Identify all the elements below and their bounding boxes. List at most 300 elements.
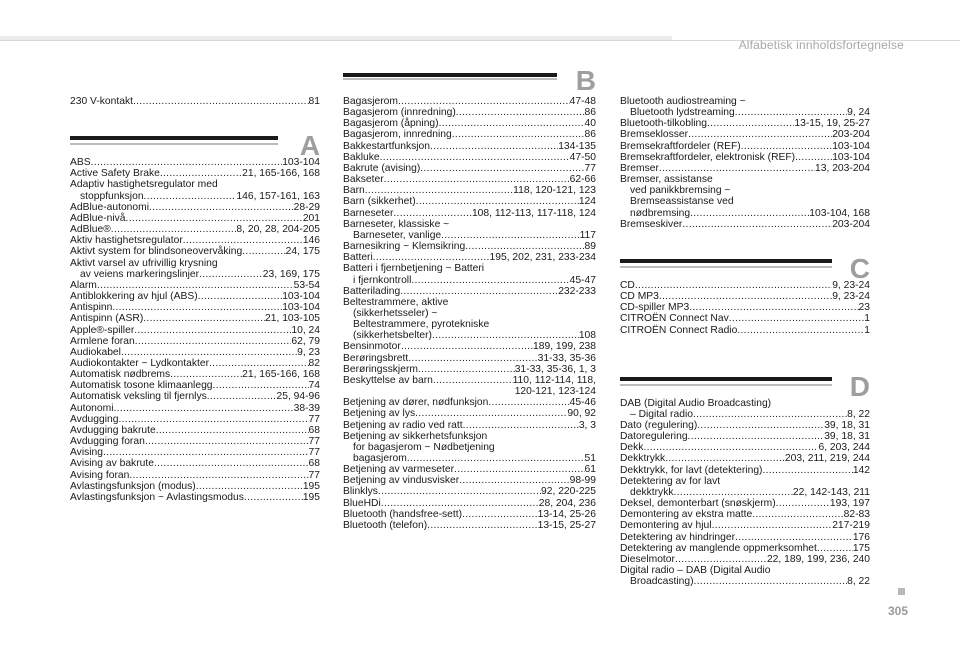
index-entry: [620, 141, 870, 152]
index-entry: [620, 313, 870, 324]
index-entry-text: Bremser, assistanse: [620, 174, 713, 186]
dot-leader: [659, 163, 815, 174]
entry-term: Antispinn: [70, 302, 113, 314]
entry-pages: 77: [308, 436, 320, 448]
dot-leader: [454, 464, 584, 475]
dot-leader: [126, 213, 303, 224]
entry-pages: 45-46: [569, 397, 596, 409]
entry-term: Barneseter, vanlige: [353, 229, 442, 241]
index-entry-text: Bluetooth audiostreaming ~: [620, 96, 746, 107]
entry-pages: 110, 112-114, 118,: [512, 374, 596, 386]
entry-pages: 98-99: [569, 475, 596, 487]
entry-pages: 68: [308, 458, 320, 470]
entry-pages: 189, 199, 238: [533, 341, 596, 353]
index-entry: [70, 369, 320, 380]
entry-pages: 118, 120-121, 123: [513, 185, 596, 197]
dot-leader: [452, 129, 585, 140]
index-entry: [70, 358, 320, 369]
index-entry: [343, 275, 596, 286]
entry-pages: 9, 23-24: [832, 291, 870, 303]
dot-leader: [244, 492, 303, 503]
entry-pages: 176: [852, 531, 870, 543]
entry-pages: 193, 197: [829, 498, 870, 510]
index-entry: [70, 96, 320, 107]
dot-leader: [114, 403, 294, 414]
entry-pages: 86: [584, 107, 596, 119]
entry-pages: 31-33, 35-36: [537, 352, 596, 364]
entry-pages: 195: [302, 491, 320, 503]
entry-term: Barn (sikkerhet): [343, 196, 416, 208]
entry-pages: 8, 20, 28, 204-205: [236, 224, 320, 236]
entry-term: Automatisk tosone klimaanlegg: [70, 380, 213, 392]
index-entry: [343, 464, 596, 475]
entry-pages: 77: [584, 162, 596, 174]
dot-leader: [694, 576, 848, 587]
entry-term: Dieselmotor: [620, 553, 675, 565]
entry-term: Aktiv hastighetsregulator: [70, 235, 183, 247]
dot-leader: [411, 275, 569, 286]
dot-leader: [752, 509, 843, 520]
index-entry: [70, 269, 320, 280]
index-entry: [620, 554, 870, 565]
index-entry: [343, 129, 596, 140]
index-entry: [343, 486, 596, 497]
entry-pages: 23: [858, 302, 870, 314]
entry-pages: 108: [578, 330, 596, 342]
entry-term: Bluetooth (telefon): [343, 519, 428, 531]
index-entry: [620, 509, 870, 520]
entry-pages: 232-233: [558, 285, 596, 297]
entry-term: Bagasjerom, innredning: [343, 129, 452, 141]
dot-leader: [160, 168, 242, 179]
entry-pages: 8, 22: [847, 408, 870, 420]
entry-pages: 117: [579, 229, 596, 241]
entry-term: Bremseskiver: [620, 218, 683, 230]
entry-pages: 39, 18, 31: [824, 419, 870, 431]
entry-term: Detektering av manglende oppmerksomhet: [620, 542, 817, 554]
entry-term: 230 V-kontakt: [70, 96, 133, 107]
index-entry: [620, 129, 870, 140]
entry-pages: 134-135: [558, 140, 596, 152]
index-entry: [343, 185, 596, 196]
dot-leader: [688, 129, 832, 140]
index-entry: [70, 168, 320, 179]
entry-term: Avdugging: [70, 413, 119, 425]
entry-pages: 10, 24: [291, 324, 320, 336]
entry-term: Betjening av varmeseter: [343, 464, 455, 476]
index-entry: [70, 191, 320, 202]
index-entry: [620, 431, 870, 442]
entry-pages: 103-104: [832, 151, 870, 163]
index-entry: [70, 425, 320, 436]
entry-term: nødbremsing: [630, 207, 691, 219]
index-entry: [620, 291, 870, 302]
index-entry-text: Batteri i fjernbetjening ~ Batteri: [343, 263, 485, 275]
entry-pages: 13-15, 25-27: [537, 519, 596, 531]
dot-leader: [156, 425, 309, 436]
index-entry: [70, 235, 320, 246]
entry-pages: 175: [852, 542, 870, 554]
dot-leader: [381, 498, 539, 509]
dot-leader: [439, 118, 585, 129]
entry-pages: 40: [584, 118, 596, 130]
entry-pages: 86: [584, 129, 596, 141]
index-column-2: [343, 96, 596, 531]
dot-leader: [776, 498, 830, 509]
index-entry: [343, 453, 596, 464]
entry-pages: 1: [864, 313, 870, 325]
entry-term: CD-spiller MP3: [620, 302, 690, 314]
index-entry: [343, 141, 596, 152]
entry-pages: 62, 79: [291, 335, 320, 347]
dot-leader: [459, 475, 569, 486]
entry-pages: 74: [308, 380, 320, 392]
index-entry: [620, 280, 870, 291]
entry-term: Alarm: [70, 279, 97, 291]
entry-pages: 22, 142-143, 211: [792, 486, 870, 498]
entry-term: Bremsekraftfordeler, elektronisk (REF): [620, 151, 796, 163]
index-entry: [343, 520, 596, 531]
dot-leader: [196, 481, 303, 492]
index-entry: [620, 532, 870, 543]
entry-term: BlueHDi: [343, 497, 381, 509]
entry-pages: 13-14, 25-26: [537, 508, 596, 520]
entry-term: Broadcasting): [630, 576, 694, 588]
entry-pages: 6, 203, 244: [818, 442, 870, 454]
entry-term: Betjening av dører, nødfunksjon: [343, 397, 489, 409]
dot-leader: [144, 191, 237, 202]
dot-leader: [103, 447, 309, 458]
entry-term: ABS: [70, 157, 91, 169]
entry-term: Bakrute (avising): [343, 162, 421, 174]
header-band: [0, 0, 960, 40]
dot-leader: [183, 235, 303, 246]
dot-leader: [134, 325, 291, 336]
dot-leader: [384, 174, 570, 185]
index-entry: [70, 336, 320, 347]
entry-term: (sikkerhetsbelter): [353, 330, 432, 342]
dot-leader: [795, 152, 832, 163]
entry-term: Detektering av hindringer: [620, 531, 736, 543]
entry-term: Berøringsbrett: [343, 352, 409, 364]
dot-leader: [209, 358, 309, 369]
dot-leader: [373, 252, 490, 263]
index-entry: [343, 208, 596, 219]
index-entry: [620, 325, 870, 336]
index-entry: [620, 152, 870, 163]
entry-term: Avlastingsfunksjon (modus): [70, 480, 196, 492]
entry-term: Apple®-spiller: [70, 324, 135, 336]
index-entry: [343, 509, 596, 520]
entry-pages: 90, 92: [567, 408, 596, 420]
dot-leader: [400, 286, 558, 297]
dot-leader: [735, 107, 847, 118]
dot-leader: [665, 453, 785, 464]
dot-leader: [170, 369, 242, 380]
entry-term: Bagasjerom (åpning): [343, 118, 439, 130]
index-entry: [70, 481, 320, 492]
index-entry: [70, 470, 320, 481]
index-entry: [620, 420, 870, 431]
entry-term: Bagasjerom (innredning): [343, 107, 456, 119]
index-entry: [620, 302, 870, 313]
entry-term: i fjernkontroll: [353, 274, 412, 286]
entry-term: Bluetooth-tilkobling: [620, 118, 708, 130]
entry-term: Datoregulering: [620, 431, 688, 443]
entry-pages: 24, 175: [285, 246, 320, 258]
entry-term: CD: [620, 279, 635, 291]
index-entry: [343, 152, 596, 163]
entry-pages: 103-104: [282, 291, 320, 303]
entry-pages: 203, 211, 219, 244: [784, 453, 870, 465]
entry-term: Avdugging bakrute: [70, 424, 156, 436]
entry-pages: 39, 18, 31: [824, 431, 870, 443]
entry-term: Automatisk veksling til fjernlys: [70, 391, 207, 403]
entry-pages: 81: [308, 96, 320, 107]
dot-leader: [380, 152, 570, 163]
entry-term: Barneseter: [343, 207, 394, 219]
entry-pages: 47-48: [569, 96, 596, 107]
index-entry: [70, 202, 320, 213]
entry-term: AdBlue®: [70, 224, 111, 236]
entry-term: Dekktrykk, for lavt (detektering): [620, 464, 763, 476]
dot-leader: [112, 302, 282, 313]
entry-pages: 82-83: [843, 509, 870, 521]
entry-term: Berøringsskjerm: [343, 363, 418, 375]
dot-leader: [118, 414, 308, 425]
index-entry: [620, 442, 870, 453]
entry-pages: 8, 22: [847, 576, 870, 588]
dot-leader: [707, 118, 794, 129]
dot-leader: [365, 185, 513, 196]
index-entry: [343, 107, 596, 118]
dot-leader: [817, 543, 853, 554]
entry-term: stoppfunksjon: [80, 190, 144, 202]
entry-pages: 51: [584, 453, 596, 464]
index-entry: [343, 96, 596, 107]
section-header-c: [620, 236, 870, 284]
entry-term: CITROËN Connect Nav: [620, 313, 729, 325]
entry-pages: 108, 112-113, 117-118, 124: [471, 207, 596, 219]
entry-term: Avlastingsfunksjon ~ Avlastingsmodus: [70, 491, 244, 503]
entry-term: Barnesikring ~ Klemsikring: [343, 241, 466, 253]
entry-pages: 13-15, 19, 25-27: [794, 118, 870, 130]
entry-term: Automatisk nødbrems: [70, 369, 171, 381]
entry-term: Bremser: [620, 162, 659, 174]
entry-pages: 89: [584, 241, 596, 253]
dot-leader: [432, 330, 579, 341]
entry-term: Audiokabel: [70, 346, 121, 358]
dot-leader: [697, 420, 824, 431]
dot-leader: [408, 353, 537, 364]
entry-term: AdBlue-autonomi: [70, 201, 149, 213]
entry-term: Bluetooth lydstreaming: [630, 107, 735, 119]
index-entry: [70, 291, 320, 302]
index-entry: [70, 280, 320, 291]
section-letter-b: B: [575, 65, 596, 96]
entry-term: Dekktrykk: [620, 453, 666, 465]
page-header-title: Alfabetisk innholdsfortegnelse: [738, 38, 904, 52]
section-header-b: [343, 65, 596, 99]
dot-leader: [97, 280, 294, 291]
index-entry-text: Digital radio – DAB (Digital Audio: [620, 565, 771, 576]
page-number: 305: [887, 604, 908, 618]
index-entry: [343, 498, 596, 509]
entry-pages: 1: [864, 324, 870, 336]
index-entry: [70, 246, 320, 257]
index-entry: [343, 364, 596, 375]
entry-term: Betjening av radio ved ratt: [343, 419, 463, 431]
section-letter-a: A: [299, 130, 320, 161]
entry-pages: 68: [308, 424, 320, 436]
index-column-3: [620, 96, 870, 587]
entry-term: CD MP3: [620, 291, 659, 303]
entry-term: av veiens markeringslinjer: [80, 268, 200, 280]
index-entry: [343, 241, 596, 252]
dot-leader: [643, 442, 818, 453]
index-entry: [343, 353, 596, 364]
dot-leader: [462, 509, 538, 520]
index-entry: [620, 409, 870, 420]
entry-term: Betjening av vindusvisker: [343, 475, 460, 487]
entry-term: Demontering av ekstra matte: [620, 509, 753, 521]
index-entry: [70, 403, 320, 414]
dot-leader: [213, 380, 309, 391]
index-entry: [343, 397, 596, 408]
entry-term: Aktivt system for blindsoneovervåking: [70, 246, 243, 258]
index-entry-text: Detektering av for lavt: [620, 475, 721, 487]
dot-leader: [378, 486, 541, 497]
entry-term: Deksel, demonterbart (snøskjerm): [620, 498, 776, 510]
dot-leader: [149, 202, 294, 213]
dot-leader: [729, 313, 865, 324]
entry-pages: 195: [302, 480, 320, 492]
entry-pages: 13, 203-204: [815, 162, 870, 174]
dot-leader: [133, 96, 309, 107]
entry-term: Bensinmotor: [343, 341, 401, 353]
entry-term: Beskyttelse av barn: [343, 374, 433, 386]
index-entry: [70, 347, 320, 358]
entry-term: Blinklys: [343, 486, 378, 498]
entry-pages: 25, 94-96: [276, 391, 320, 403]
dot-leader: [416, 196, 579, 207]
index-entry: [620, 118, 870, 129]
dot-leader: [465, 241, 584, 252]
dot-leader: [135, 336, 292, 347]
entry-pages: 47-50: [569, 151, 596, 163]
index-entry-text: Barneseter, klassiske ~: [343, 218, 450, 230]
entry-term: Autonomi: [70, 402, 114, 414]
entry-pages: 146: [302, 235, 320, 247]
entry-pages: 31-33, 35-36, 1, 3: [514, 363, 596, 375]
entry-pages: 92, 220-225: [541, 486, 596, 498]
entry-pages: 62-66: [569, 174, 596, 186]
dot-leader: [433, 375, 513, 386]
index-entry: [343, 420, 596, 431]
entry-pages: 45-47: [569, 274, 596, 286]
index-entry: [343, 286, 596, 297]
entry-pages: 9, 24: [847, 107, 870, 119]
entry-pages: 103-104: [282, 157, 320, 169]
entry-pages: 3, 3: [578, 419, 596, 431]
entry-term: Dekk: [620, 442, 644, 454]
index-entry: [70, 458, 320, 469]
entry-pages: 103-104: [282, 302, 320, 314]
dot-leader: [689, 302, 858, 313]
dot-leader: [682, 219, 832, 230]
index-entry: [70, 302, 320, 313]
index-entry: [620, 208, 870, 219]
entry-pages: 77: [308, 469, 320, 481]
dot-leader: [430, 141, 558, 152]
index-entry-text: Bremseassistanse ved: [630, 196, 734, 208]
index-entry: [70, 313, 320, 324]
entry-term: Bluetooth (handsfree-sett): [343, 508, 463, 520]
index-entry: [70, 157, 320, 168]
entry-pages: 53-54: [293, 279, 320, 291]
entry-pages: 28, 204, 236: [538, 497, 596, 509]
entry-term: Armlene foran: [70, 335, 135, 347]
dot-leader: [463, 420, 579, 431]
dot-leader: [688, 431, 825, 442]
entry-pages: 201: [302, 212, 320, 224]
entry-pages: 22, 189, 199, 236, 240: [766, 553, 870, 565]
entry-pages: 146, 157-161, 163: [236, 190, 320, 202]
entry-pages: 9, 23: [297, 346, 320, 358]
dot-leader: [393, 208, 472, 219]
entry-pages: 61: [584, 464, 596, 476]
dot-leader: [735, 532, 853, 543]
dot-leader: [675, 554, 767, 565]
entry-term: dekktrykk: [630, 486, 674, 498]
dot-leader: [129, 470, 308, 481]
section-header-d: [620, 354, 870, 402]
dot-leader: [401, 341, 533, 352]
index-entry-text: Aktivt varsel av ufrivillig krysning: [70, 257, 218, 269]
index-entry-text: DAB (Digital Audio Broadcasting): [620, 397, 772, 409]
dot-leader: [420, 163, 584, 174]
index-entry-text: ved panikkbremsing ~: [630, 185, 731, 197]
entry-term: Avising foran: [70, 469, 130, 481]
entry-pages: 28-29: [293, 201, 320, 213]
dot-leader: [674, 487, 793, 498]
index-entry: [70, 414, 320, 425]
entry-term: Batteri: [343, 252, 373, 264]
index-entry: [620, 543, 870, 554]
section-header-a: [70, 113, 320, 161]
index-entry: [70, 325, 320, 336]
entry-pages: 21, 165-166, 168: [242, 168, 320, 180]
dot-leader: [145, 436, 309, 447]
dot-leader: [207, 391, 277, 402]
dot-leader: [659, 291, 832, 302]
entry-pages: 21, 103-105: [265, 313, 320, 325]
entry-pages: 77: [308, 413, 320, 425]
dot-leader: [712, 520, 833, 531]
section-letter-d: D: [849, 370, 870, 402]
dot-leader: [488, 397, 569, 408]
dot-leader: [690, 208, 809, 219]
index-entry: [620, 576, 870, 587]
entry-pages: 38-39: [293, 402, 320, 414]
entry-term: Avdugging foran: [70, 436, 145, 448]
index-entry: [70, 213, 320, 224]
index-entry: [343, 252, 596, 263]
page-marker-square: [898, 588, 905, 595]
index-entry-text: (sikkerhetsseler) ~: [353, 307, 438, 319]
index-entry: [620, 163, 870, 174]
entry-term: Bakseter: [343, 174, 384, 186]
